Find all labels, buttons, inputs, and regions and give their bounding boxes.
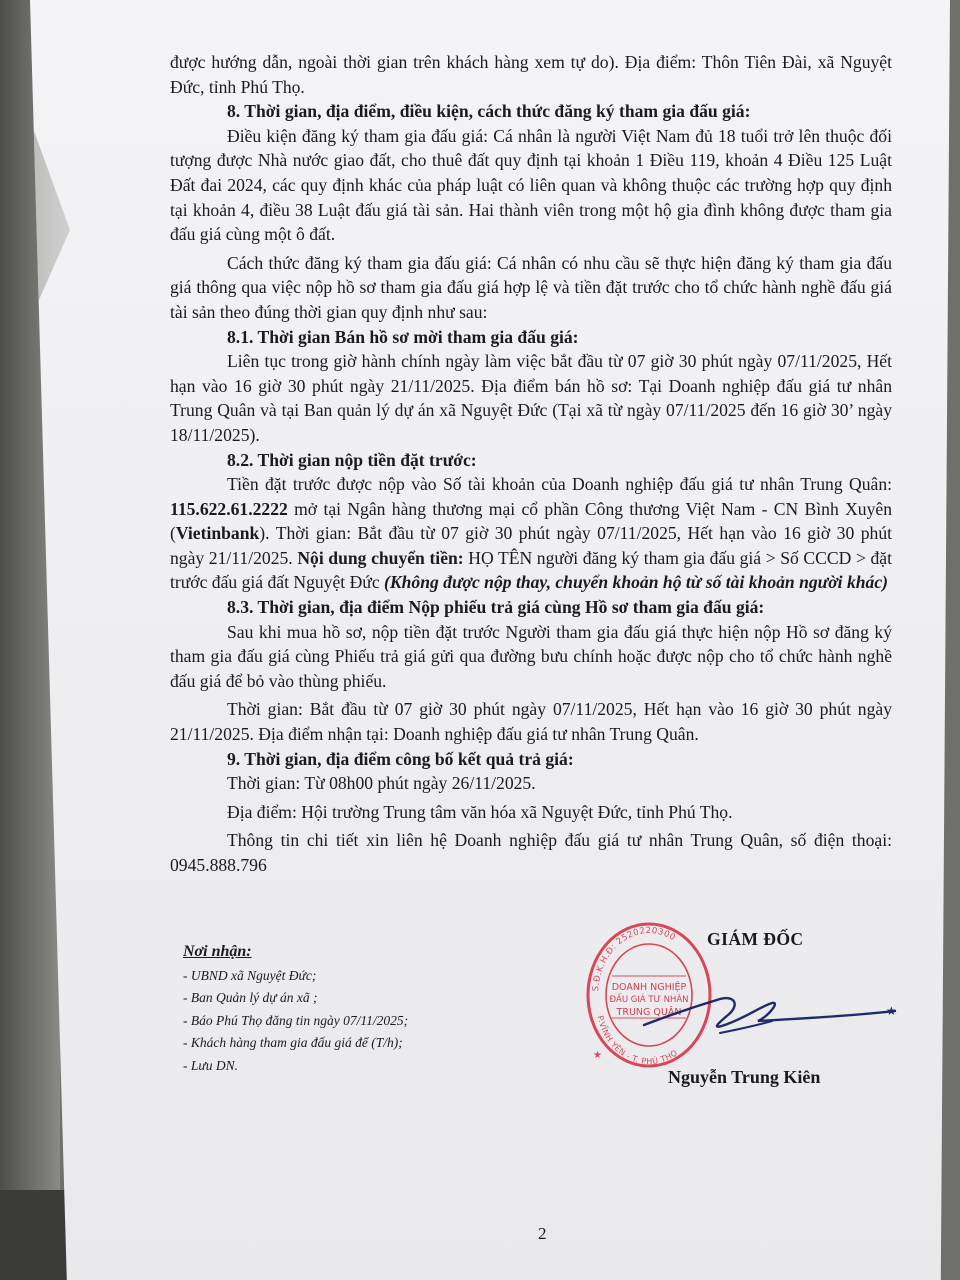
account-number: 115.622.61.2222 <box>170 498 288 519</box>
deposit-text-2: mở tại Ngân hàng thương mại cổ phần Công thương Việt Nam - CN Bình Xuyên ( <box>170 498 892 544</box>
paragraph-continued: được hướng dẫn, ngoài thời gian trên khách hàng xem tự do). Địa điểm: Thôn Tiên Đài, xã Nguyệt Đức, tỉnh Phú Thọ. <box>170 52 892 97</box>
transfer-note: (Không được nộp thay, chuyển khoản hộ từ số tài khoản người khác) <box>384 572 888 593</box>
bank-name: Vietinbank <box>175 523 260 544</box>
recipients-title: Nơi nhận: <box>183 943 252 960</box>
paragraph-result-time: Thời gian: Từ 08h00 phút ngày 26/11/2025. <box>227 773 536 794</box>
recipient-item: - Khách hàng tham gia đấu giá để (T/h); <box>183 1035 403 1051</box>
page-number: 2 <box>538 1224 547 1243</box>
deposit-text-4: HỌ TÊN người đăng ký tham gia đấu giá > Số CCCD > đặt trước đấu giá đất Nguyệt Đức <box>170 547 892 593</box>
director-title: GIÁM ĐỐC <box>707 929 804 949</box>
deposit-text-1: Tiền đặt trước được nộp vào Số tài khoản của Doanh nghiệp đấu giá tư nhân Trung Quân: <box>227 474 892 495</box>
transfer-content-label: Nội dung chuyển tiền: <box>297 547 464 568</box>
paragraph-contact: Thông tin chi tiết xin liên hệ Doanh nghiệp đấu giá tư nhân Trung Quân, số điện thoại: 0945.888.796 <box>170 830 892 875</box>
seal-ring-top: S.Đ.K.H.Đ: 2520220300 <box>591 925 678 992</box>
seal-line-3: TRUNG QUÂN <box>616 1007 682 1018</box>
paragraph-dossier-sale: Liên tục trong giờ hành chính ngày làm việc bắt đầu từ 07 giờ 30 phút ngày 07/11/2025, Hết hạn vào 16 giờ 30 phút ngày 21/11/2025. Địa điểm bán hồ sơ: Tại Doanh nghiệp đấu giá tư nhân Trung Quân và tại Ban quản lý dự án xã Nguyệt Đức (Tại xã từ ngày 07/11/2025 đến 16 giờ 30’ ngày 18/11/2025). <box>170 351 892 445</box>
paragraph-registration-method: Cách thức đăng ký tham gia đấu giá: Cá nhân có nhu cầu sẽ thực hiện đăng ký tham gia đấu giá thông qua việc nộp hồ sơ tham gia đấu giá hợp lệ và tiền đặt trước cho tổ chức hành nghề đấu giá tài sản theo đúng thời gian quy định như sau: <box>170 252 892 322</box>
paragraph-result-place: Địa điểm: Hội trường Trung tâm văn hóa xã Nguyệt Đức, tỉnh Phú Thọ. <box>227 801 733 822</box>
heading-section-8: 8. Thời gian, địa điểm, điều kiện, cách thức đăng ký tham gia đấu giá: <box>227 101 751 122</box>
recipient-item: - Lưu DN. <box>183 1057 238 1073</box>
document-body <box>170 50 892 878</box>
paragraph-submission-time: Thời gian: Bắt đầu từ 07 giờ 30 phút ngày 07/11/2025, Hết hạn vào 16 giờ 30 phút ngày 21/11/2025. Địa điểm nhận tại: Doanh nghiệp đấu giá tư nhân Trung Quân. <box>170 699 892 745</box>
heading-section-8-3: 8.3. Thời gian, địa điểm Nộp phiếu trả giá cùng Hồ sơ tham gia đấu giá: <box>227 597 765 618</box>
paragraph-submission: Sau khi mua hồ sơ, nộp tiền đặt trước Người tham gia đấu giá thực hiện nộp Hồ sơ đăng ký tham gia đấu giá cùng Phiếu trả giá gửi qua đường bưu chính hoặc được nộp cho tổ chức hành nghề đấu giá để bỏ vào thùng phiếu. <box>170 621 892 691</box>
recipient-item: - Ban Quản lý dự án xã ; <box>183 990 318 1006</box>
deposit-text-3: ). Thời gian: Bắt đầu từ 07 giờ 30 phút ngày 07/11/2025, Hết hạn vào 16 giờ 30 phút ngày 21/11/2025. <box>170 523 892 568</box>
paragraph-deposit <box>170 472 892 595</box>
svg-text:★: ★ <box>593 1050 602 1061</box>
recipient-item: - UBND xã Nguyệt Đức; <box>183 967 317 983</box>
director-name: Nguyễn Trung Kiên <box>668 1067 821 1087</box>
director-signature <box>640 985 910 1055</box>
heading-section-9: 9. Thời gian, địa điểm công bố kết quả trả giá: <box>227 748 574 769</box>
seal-line-1: DOANH NGHIỆP <box>611 982 687 993</box>
recipients-block <box>183 941 513 1078</box>
seal-ring-bottom: P.VĨNH YÊN - T. PHÚ THỌ <box>595 1014 680 1067</box>
paragraph-conditions: Điều kiện đăng ký tham gia đấu giá: Cá nhân là người Việt Nam đủ 18 tuổi trở lên thuộc đối tượng được Nhà nước giao đất, cho thuê đất quy định tại khoản 1 Điều 119, khoản 4 Điều 125 Luật Đất đai 2024, các quy định khác của pháp luật có liên quan và không thuộc các trường hợp quy định tại khoản 4, điều 38 Luật đấu giá tài sản. Hai thành viên trong một hộ gia đình không được tham gia đấu giá cùng một ô đất. <box>170 125 892 245</box>
seal-line-2: ĐẤU GIÁ TƯ NHÂN <box>609 995 689 1005</box>
heading-section-8-1: 8.1. Thời gian Bán hồ sơ mời tham gia đấu giá: <box>227 326 579 347</box>
heading-section-8-2: 8.2. Thời gian nộp tiền đặt trước: <box>227 449 477 470</box>
svg-text:★: ★ <box>886 1004 897 1018</box>
recipient-item: - Báo Phú Thọ đăng tin ngày 07/11/2025; <box>183 1012 409 1028</box>
